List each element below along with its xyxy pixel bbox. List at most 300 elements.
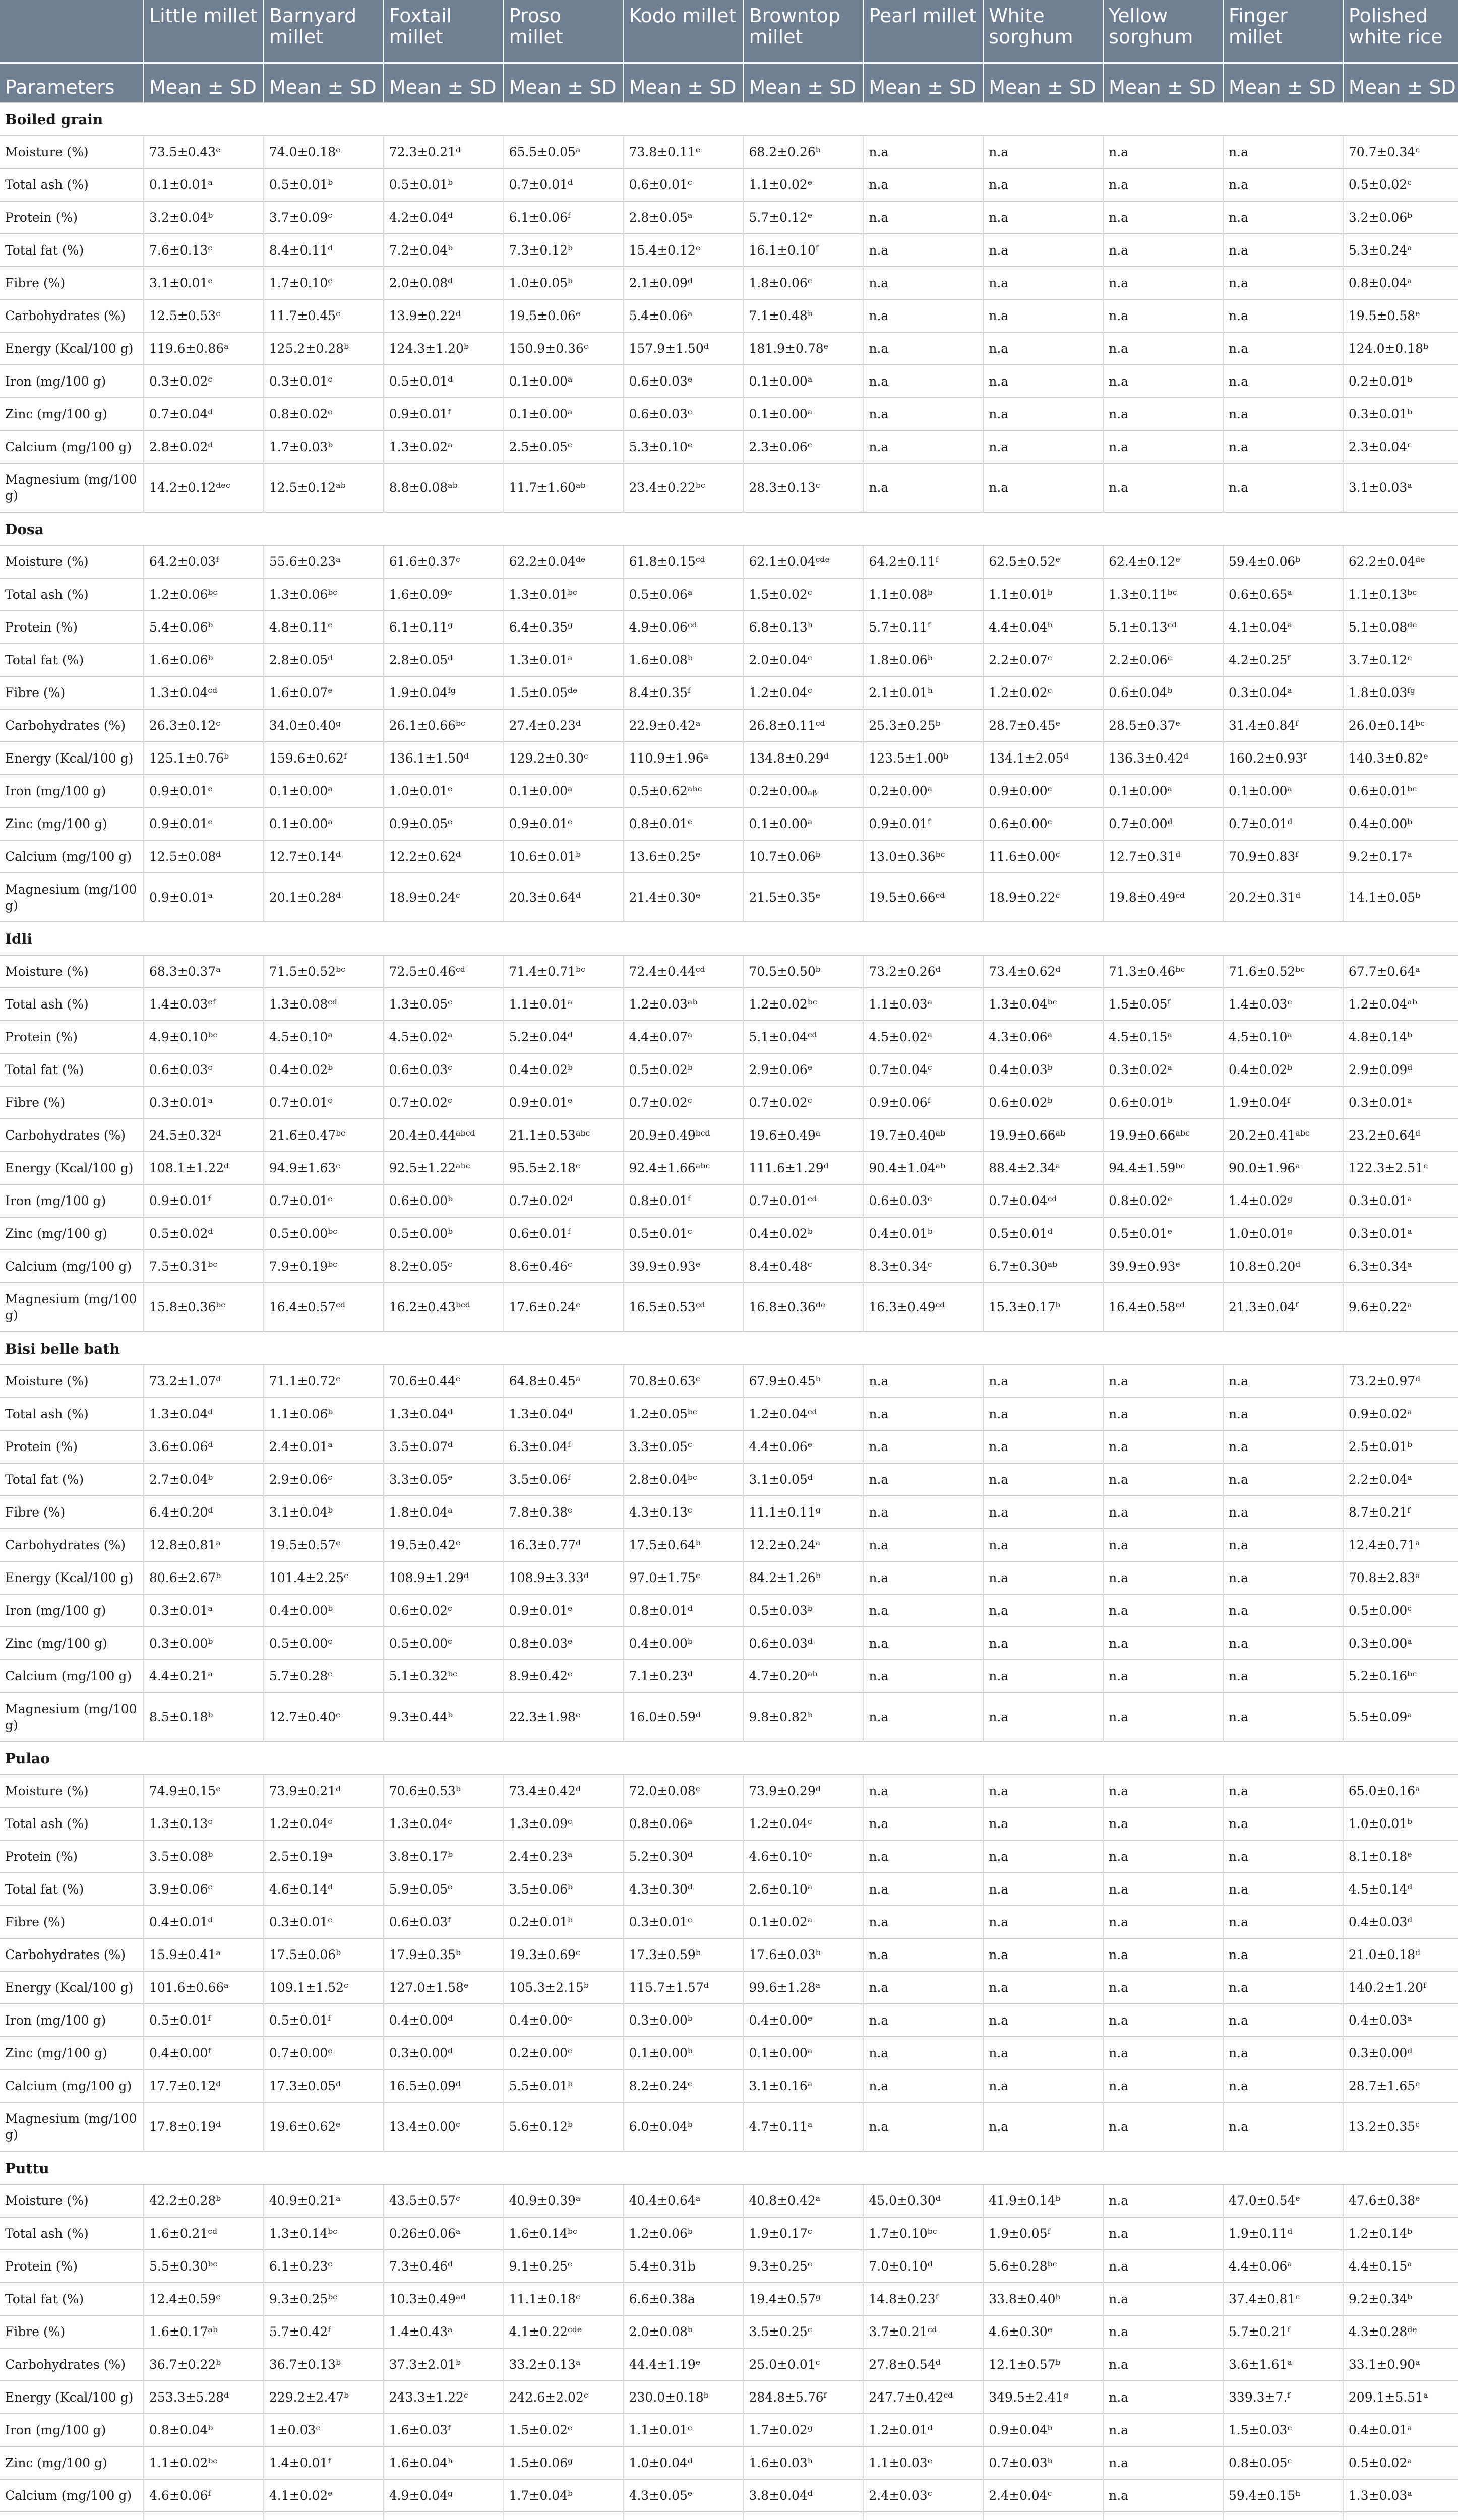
section-header-row — [0, 922, 1458, 955]
value-cell: 0.7±0.01ᵉ — [264, 1184, 384, 1217]
value-cell: 1.1±0.01ᵃ — [504, 988, 624, 1021]
value-cell: 1.7±0.10ᶜ — [264, 267, 384, 299]
mean-sd-header: Mean ± SD — [144, 63, 264, 102]
value-cell: 108.9±3.33ᵈ — [504, 1561, 624, 1594]
value-cell: 2.9±0.06ᶜ — [264, 1463, 384, 1496]
value-cell: 124.3±1.20ᵇ — [384, 332, 504, 365]
value-cell: 109.1±1.52ᶜ — [264, 1971, 384, 2004]
table-row — [0, 2348, 1458, 2381]
value-cell: 6.4±0.35ᵍ — [504, 611, 624, 644]
value-cell: 5.5±0.09ᵃ — [1343, 1692, 1458, 1741]
value-cell: 0.5±0.02ᶜ — [1343, 168, 1458, 201]
value-cell: 0.6±0.03ᶠ — [384, 1906, 504, 1938]
value-cell: 26.0±0.14ᵇᶜ — [1343, 709, 1458, 742]
value-cell: 0.5±0.01ᵇ — [384, 168, 504, 201]
value-cell: 4.1±0.02ᵉ — [264, 2479, 384, 2512]
value-cell: n.a — [1223, 234, 1343, 267]
section-title: Idli — [0, 922, 1458, 955]
parameter-cell: Moisture (%) — [0, 136, 144, 168]
parameter-cell: Carbohydrates (%) — [0, 709, 144, 742]
value-cell: 70.8±2.83ᵃ — [1343, 1561, 1458, 1594]
value-cell: 0.9±0.01ᵉ — [144, 775, 264, 807]
value-cell: 1.0±0.01ᵇ — [1343, 1807, 1458, 1840]
value-cell: 94.9±1.63ᶜ — [264, 1152, 384, 1184]
parameters-header: Parameters — [0, 63, 144, 102]
mean-sd-header: Mean ± SD — [743, 63, 863, 102]
value-cell: n.a — [983, 2004, 1103, 2037]
value-cell: n.a — [983, 201, 1103, 234]
value-cell: 72.4±0.44ᶜᵈ — [624, 955, 744, 988]
value-cell: 23.2±0.64ᵈ — [1343, 1119, 1458, 1152]
value-cell: n.a — [1223, 1692, 1343, 1741]
value-cell: 4.8±0.11ᶜ — [264, 611, 384, 644]
table-row — [0, 1184, 1458, 1217]
value-cell: 0.5±0.02ᵇ — [624, 1053, 744, 1086]
parameter-cell: Total fat (%) — [0, 2283, 144, 2315]
value-cell: 2.4±0.04ᶜ — [983, 2479, 1103, 2512]
table-row — [0, 2069, 1458, 2102]
value-cell: 25.0±0.01ᶜ — [743, 2348, 863, 2381]
value-cell: n.a — [1103, 2184, 1223, 2217]
value-cell: 7.3±0.12ᵇ — [504, 234, 624, 267]
value-cell: 0.5±0.00ᶜ — [264, 1627, 384, 1660]
value-cell: 2.3±0.06ᶜ — [743, 430, 863, 463]
value-cell: n.a — [1223, 1430, 1343, 1463]
value-cell: 4.3±0.06ᵃ — [983, 1021, 1103, 1053]
section-header-row — [0, 1332, 1458, 1365]
parameter-cell: Moisture (%) — [0, 1365, 144, 1398]
value-cell: 19.5±0.06ᵉ — [504, 299, 624, 332]
parameter-cell — [0, 2512, 144, 2520]
value-cell: n.a — [1103, 1906, 1223, 1938]
value-cell: n.a — [863, 1660, 983, 1692]
table-body — [0, 102, 1458, 2520]
value-cell: 12.5±0.53ᶜ — [144, 299, 264, 332]
value-cell: 0.9±0.01ᶠ — [384, 398, 504, 430]
value-cell: 242.6±2.02ᶜ — [504, 2381, 624, 2414]
value-cell: 3.2±0.06ᵇ — [1343, 201, 1458, 234]
value-cell: 1.1±0.08ᵇ — [863, 578, 983, 611]
value-cell: n.a — [983, 2037, 1103, 2069]
value-cell: 0.9±0.01ᵉ — [144, 807, 264, 840]
section-title: Dosa — [0, 512, 1458, 545]
value-cell: n.a — [1103, 299, 1223, 332]
table-row — [0, 807, 1458, 840]
parameter-cell: Magnesium (mg/100 g) — [0, 2102, 144, 2151]
value-cell: 40.8±0.42ᵃ — [743, 2184, 863, 2217]
value-cell: 339.3±7.ᶠ — [1223, 2381, 1343, 2414]
value-cell: n.a — [983, 1807, 1103, 1840]
column-header: Proso millet — [504, 0, 624, 63]
value-cell: 1.1±0.01ᶜ — [624, 2414, 744, 2446]
value-cell: 0.6±0.65ᵃ — [1223, 578, 1343, 611]
value-cell: 122.3±2.51ᵉ — [1343, 1152, 1458, 1184]
value-cell: 0.4±0.02ᵇ — [743, 1217, 863, 1250]
section-header-row — [0, 512, 1458, 545]
column-header: Kodo millet — [624, 0, 744, 63]
column-names-row — [0, 0, 1458, 63]
value-cell: 5.5±0.01ᵇ — [504, 2069, 624, 2102]
value-cell: 4.9±0.04ᵍ — [384, 2479, 504, 2512]
value-cell: 70.6±0.53ᵇ — [384, 1775, 504, 1807]
value-cell: 73.4±0.62ᵈ — [983, 955, 1103, 988]
value-cell: n.a — [863, 2004, 983, 2037]
value-cell: 12.2±0.62ᵈ — [384, 840, 504, 873]
value-cell: n.a — [983, 1938, 1103, 1971]
value-cell: n.a — [1223, 1906, 1343, 1938]
value-cell: 9.2±0.34ᵇ — [1343, 2283, 1458, 2315]
value-cell: n.a — [1103, 2479, 1223, 2512]
value-cell: n.a — [1223, 2102, 1343, 2151]
value-cell: 7.2±0.04ᵇ — [384, 234, 504, 267]
value-cell: 8.5±0.18ᵇ — [144, 1692, 264, 1741]
value-cell: n.a — [863, 1529, 983, 1561]
value-cell: 21.0±0.18ᵈ — [1343, 1938, 1458, 1971]
value-cell: 97.0±1.75ᶜ — [624, 1561, 744, 1594]
section-title: Puttu — [0, 2151, 1458, 2184]
mean-sd-header: Mean ± SD — [983, 63, 1103, 102]
value-cell: 0.3±0.01ᵃ — [1343, 1217, 1458, 1250]
value-cell: 19.5±0.57ᵉ — [264, 1529, 384, 1561]
value-cell: 0.2±0.00ₐᵦ — [743, 775, 863, 807]
value-cell: 17.3±0.05ᵈ — [264, 2069, 384, 2102]
value-cell: 0.3±0.04ᵃ — [1223, 676, 1343, 709]
value-cell: 1.1±0.01ᵇ — [983, 578, 1103, 611]
value-cell: 1.9±0.05ᶠ — [983, 2217, 1103, 2250]
value-cell: n.a — [1103, 2069, 1223, 2102]
value-cell: n.a — [1223, 1398, 1343, 1430]
value-cell: 73.2±0.97ᵈ — [1343, 1365, 1458, 1398]
value-cell: 20.2±0.41ᵃᵇᶜ — [1223, 1119, 1343, 1152]
value-cell: 0.6±0.03ᵉ — [624, 365, 744, 398]
value-cell: 73.2±0.26ᵈ — [863, 955, 983, 988]
value-cell: 61.6±0.37ᶜ — [384, 545, 504, 578]
value-cell: 21.1±0.53ᵃᵇᶜ — [504, 1119, 624, 1152]
value-cell: 0.1±0.00ᵃ — [504, 775, 624, 807]
value-cell: 14.2±0.12ᵈᵉᶜ — [144, 463, 264, 512]
value-cell: 8.8±0.08ᵃᵇ — [384, 463, 504, 512]
parameter-cell: Carbohydrates (%) — [0, 2348, 144, 2381]
value-cell: n.a — [863, 1627, 983, 1660]
value-cell: 4.3±0.05ᵉ — [624, 2479, 744, 2512]
value-cell: 18.9±0.22ᶜ — [983, 873, 1103, 922]
value-cell: 0.3±0.00ᵇ — [624, 2004, 744, 2037]
value-cell: 4.9±0.06ᶜᵈ — [624, 611, 744, 644]
value-cell: n.a — [983, 1775, 1103, 1807]
value-cell: 108.1±1.22ᵈ — [144, 1152, 264, 1184]
value-cell: 0.7±0.00ᵉ — [264, 2037, 384, 2069]
value-cell: n.a — [1103, 234, 1223, 267]
value-cell: 1.3±0.01ᵇᶜ — [504, 578, 624, 611]
value-cell: 108.9±1.29ᵈ — [384, 1561, 504, 1594]
value-cell: 0.4±0.00ᵈ — [384, 2004, 504, 2037]
value-cell: 9.8±0.82ᵇ — [743, 1692, 863, 1741]
value-cell: 10.7±0.06ᵇ — [743, 840, 863, 873]
value-cell: 5.7±0.12ᵉ — [743, 201, 863, 234]
value-cell: n.a — [1103, 201, 1223, 234]
value-cell: 5.1±0.04ᶜᵈ — [743, 1021, 863, 1053]
value-cell: n.a — [863, 234, 983, 267]
value-cell: n.a — [863, 2037, 983, 2069]
value-cell: 0.4±0.01ᵈ — [144, 1906, 264, 1938]
section-title: Bisi belle bath — [0, 1332, 1458, 1365]
table-row — [0, 1938, 1458, 1971]
value-cell: 12.5±0.12ᵃᵇ — [264, 463, 384, 512]
parameter-cell: Iron (mg/100 g) — [0, 1184, 144, 1217]
parameter-cell: Calcium (mg/100 g) — [0, 840, 144, 873]
value-cell: 40.9±0.21ᵃ — [264, 2184, 384, 2217]
value-cell: 10.6±0.01ᵇ — [504, 840, 624, 873]
value-cell: 0.6±0.00ᵇ — [384, 1184, 504, 1217]
value-cell: 1.5±0.03ᵉ — [1223, 2414, 1343, 2446]
value-cell: 8.6±0.46ᶜ — [504, 1250, 624, 1283]
value-cell: n.a — [1103, 398, 1223, 430]
value-cell: 1.2±0.04ᶜᵈ — [743, 1398, 863, 1430]
column-header: Little millet — [144, 0, 264, 63]
value-cell: 0.6±0.02ᵇ — [983, 1086, 1103, 1119]
value-cell: 1.0±0.04ᵈ — [624, 2446, 744, 2479]
value-cell: 0.7±0.00ᵈ — [1103, 807, 1223, 840]
value-cell: 284.8±5.76ᶠ — [743, 2381, 863, 2414]
value-cell: 90.4±1.04ᵃᵇ — [863, 1152, 983, 1184]
value-cell: n.a — [1103, 2315, 1223, 2348]
table-row — [0, 1873, 1458, 1906]
parameter-cell: Total fat (%) — [0, 1873, 144, 1906]
value-cell: 28.7±0.45ᵉ — [983, 709, 1103, 742]
mean-sd-header: Mean ± SD — [1343, 63, 1458, 102]
parameter-cell: Total ash (%) — [0, 1398, 144, 1430]
value-cell: 0.7±0.04ᶜ — [863, 1053, 983, 1086]
value-cell: n.a — [1103, 1561, 1223, 1594]
value-cell: 10.3±0.49ᵃᵈ — [384, 2283, 504, 2315]
column-header: Barnyard millet — [264, 0, 384, 63]
value-cell: 19.8±0.49ᶜᵈ — [1103, 873, 1223, 922]
value-cell: 16.5±0.09ᵈ — [384, 2069, 504, 2102]
value-cell: 1.6±0.07ᵉ — [264, 676, 384, 709]
value-cell: n.a — [983, 299, 1103, 332]
value-cell: 0.1±0.00ᵃ — [264, 775, 384, 807]
parameter-cell: Fibre (%) — [0, 267, 144, 299]
value-cell: 0.9±0.01ᵉ — [504, 1086, 624, 1119]
value-cell: 136.3±0.42ᵈ — [1103, 742, 1223, 775]
value-cell: n.a — [1223, 1365, 1343, 1398]
value-cell: 59.4±0.15ʰ — [1223, 2479, 1343, 2512]
table-row — [0, 267, 1458, 299]
value-cell: n.a — [863, 136, 983, 168]
value-cell: n.a — [1103, 1775, 1223, 1807]
value-cell: 11.7±1.60ᵃᵇ — [504, 463, 624, 512]
value-cell: 19.6±0.62ᵉ — [264, 2102, 384, 2151]
value-cell: n.a — [983, 1906, 1103, 1938]
parameter-cell: Total ash (%) — [0, 578, 144, 611]
value-cell: 5.7±0.21ᶠ — [1223, 2315, 1343, 2348]
value-cell: 8.4±0.11ᵈ — [264, 234, 384, 267]
value-cell: 1.2±0.14ᵇ — [1343, 2217, 1458, 2250]
value-cell: 1.4±0.01ᶠ — [264, 2446, 384, 2479]
value-cell: 0.1±0.01ᵃ — [144, 168, 264, 201]
value-cell: 62.5±0.52ᵉ — [983, 545, 1103, 578]
value-cell: 7.6±0.13ᶜ — [144, 234, 264, 267]
value-cell: 34.0±0.40ᵍ — [264, 709, 384, 742]
value-cell: 0.6±0.03ᵈ — [743, 1627, 863, 1660]
value-cell: 47.6±0.38ᵉ — [1343, 2184, 1458, 2217]
value-cell: n.a — [1103, 2381, 1223, 2414]
table-row — [0, 2283, 1458, 2315]
value-cell: n.a — [1103, 2004, 1223, 2037]
table-row — [0, 1021, 1458, 1053]
value-cell: 1.4±0.03ᵉᶠ — [144, 988, 264, 1021]
value-cell: n.a — [1103, 1529, 1223, 1561]
value-cell: 3.7±0.21ᶜᵈ — [863, 2315, 983, 2348]
value-cell: 0.1±0.00ᵃ — [743, 807, 863, 840]
value-cell: 4.4±0.04ᵇ — [983, 611, 1103, 644]
value-cell: n.a — [1103, 2446, 1223, 2479]
value-cell: n.a — [1223, 1660, 1343, 1692]
value-cell: 115.7±1.57ᵈ — [624, 1971, 744, 2004]
section-header-row — [0, 2151, 1458, 2184]
value-cell: 71.6±0.52ᵇᶜ — [1223, 955, 1343, 988]
table-row — [0, 168, 1458, 201]
table-row — [0, 1906, 1458, 1938]
value-cell: 4.4±0.21ᵃ — [144, 1660, 264, 1692]
value-cell: 15.3±0.17ᵇ — [983, 1283, 1103, 1332]
value-cell: 0.5±0.01ᵇ — [264, 168, 384, 201]
mean-sd-header: Mean ± SD — [384, 63, 504, 102]
value-cell: n.a — [1103, 2348, 1223, 2381]
value-cell: n.a — [1103, 365, 1223, 398]
value-cell: 134.8±0.29ᵈ — [743, 742, 863, 775]
table-row — [0, 299, 1458, 332]
value-cell: n.a — [983, 1873, 1103, 1906]
value-cell: 1.2±0.02ᵇᶜ — [743, 988, 863, 1021]
value-cell: 4.8±0.14ᵇ — [1343, 1021, 1458, 1053]
value-cell: 12.4±0.59ᶜ — [144, 2283, 264, 2315]
value-cell: 15.9±0.41ᵃ — [144, 1938, 264, 1971]
value-cell: 18.9±0.24ᶜ — [384, 873, 504, 922]
value-cell: 2.4±0.03ᶜ — [863, 2479, 983, 2512]
value-cell: 8.2±0.24ᶜ — [624, 2069, 744, 2102]
value-cell: 70.5±0.50ᵇ — [743, 955, 863, 988]
value-cell: n.a — [1223, 398, 1343, 430]
value-cell: 1.7±0.03ᵇ — [264, 430, 384, 463]
value-cell: 1.6±0.06ᵇ — [144, 644, 264, 676]
value-cell: 0.5±0.01ᶜ — [624, 1217, 744, 1250]
value-cell: 2.9±0.06ᵉ — [743, 1053, 863, 1086]
value-cell: 9.3±0.44ᵇ — [384, 1692, 504, 1741]
parameter-cell: Total ash (%) — [0, 168, 144, 201]
value-cell: 2.8±0.05ᵈ — [264, 644, 384, 676]
value-cell: 0.5±0.62ᵃᵇᶜ — [624, 775, 744, 807]
value-cell: n.a — [1223, 2004, 1343, 2037]
value-cell: 0.1±0.00ᵃ — [743, 398, 863, 430]
value-cell: 3.1±0.05ᵈ — [743, 1463, 863, 1496]
table-row — [0, 2102, 1458, 2151]
value-cell: 64.2±0.03ᶠ — [144, 545, 264, 578]
value-cell: 0.2±0.00ᵃ — [863, 775, 983, 807]
value-cell: n.a — [1103, 1430, 1223, 1463]
value-cell: 1.3±0.14ᵇᶜ — [264, 2217, 384, 2250]
value-cell: 12.7±0.40ᶜ — [264, 1692, 384, 1741]
value-cell: 5.6±0.28ᵇᶜ — [983, 2250, 1103, 2283]
value-cell: 0.3±0.01ᶜ — [264, 365, 384, 398]
value-cell: 0.8±0.04ᵃ — [1343, 267, 1458, 299]
value-cell: 129.2±0.30ᶜ — [504, 742, 624, 775]
value-cell: n.a — [863, 1430, 983, 1463]
value-cell: 24.5±0.32ᵈ — [144, 1119, 264, 1152]
value-cell: 110.9±1.96ᵃ — [624, 742, 744, 775]
value-cell: n.a — [863, 299, 983, 332]
value-cell: n.a — [1223, 1496, 1343, 1529]
value-cell: 70.6±0.44ᶜ — [384, 1365, 504, 1398]
value-cell: 31.4±0.84ᶠ — [1223, 709, 1343, 742]
value-cell: 1.2±0.04ᶜ — [743, 1807, 863, 1840]
value-cell: 84.2±1.26ᵇ — [743, 1561, 863, 1594]
value-cell: 3.5±0.07ᵈ — [384, 1430, 504, 1463]
parameter-cell: Zinc (mg/100 g) — [0, 2037, 144, 2069]
value-cell: n.a — [983, 1496, 1103, 1529]
value-cell: 2.5±0.19ᵃ — [264, 1840, 384, 1873]
value-cell: 1.2±0.06ᵇ — [624, 2217, 744, 2250]
value-cell: 16.1±0.10ᶠ — [743, 234, 863, 267]
value-cell: 19.5±0.42ᵉ — [384, 1529, 504, 1561]
value-cell: 2.8±0.02ᵈ — [144, 430, 264, 463]
value-cell: 15.4±0.12ᵉ — [624, 234, 744, 267]
value-cell: 1.5±0.05ᵈᵉ — [504, 676, 624, 709]
value-cell: 0.3±0.00ᵈ — [384, 2037, 504, 2069]
value-cell: n.a — [863, 463, 983, 512]
value-cell: 62.2±0.04ᵈᵉ — [504, 545, 624, 578]
value-cell: 4.2±0.04ᵈ — [384, 201, 504, 234]
value-cell: 16.5±0.53ᶜᵈ — [624, 1283, 744, 1332]
value-cell: 28.3±0.13ᶜ — [743, 463, 863, 512]
value-cell: 28.5±0.37ᵉ — [1103, 709, 1223, 742]
value-cell: 16.3±0.49ᶜᵈ — [863, 1283, 983, 1332]
value-cell: 13.2±0.35ᶜ — [1343, 2102, 1458, 2151]
parameter-cell: Iron (mg/100 g) — [0, 365, 144, 398]
value-cell: n.a — [983, 1971, 1103, 2004]
value-cell: n.a — [1103, 168, 1223, 201]
value-cell: 13.4±0.00ᶜ — [384, 2102, 504, 2151]
value-cell: 12.7±0.31ᵈ — [1103, 840, 1223, 873]
value-cell: n.a — [863, 1938, 983, 1971]
value-cell: n.a — [863, 168, 983, 201]
value-cell: 0.7±0.02ᵈ — [504, 1184, 624, 1217]
value-cell: 3.8±0.04ᵈ — [743, 2479, 863, 2512]
value-cell: 62.4±0.12ᵉ — [1103, 545, 1223, 578]
value-cell: 12.5±0.08ᵈ — [144, 840, 264, 873]
table-row — [0, 955, 1458, 988]
parameter-cell: Magnesium (mg/100 g) — [0, 1283, 144, 1332]
value-cell: 1.4±0.02ᵍ — [1223, 1184, 1343, 1217]
value-cell: 1±0.03ᶜ — [264, 2414, 384, 2446]
value-cell: 2.8±0.05ᵃ — [624, 201, 744, 234]
value-cell: 37.3±2.01ᵇ — [384, 2348, 504, 2381]
parameter-cell: Total ash (%) — [0, 2217, 144, 2250]
value-cell: 17.9±0.35ᵇ — [384, 1938, 504, 1971]
value-cell: 1.5±0.05ᶠ — [1103, 988, 1223, 1021]
value-cell: 0.7±0.03ᵇ — [983, 2446, 1103, 2479]
value-cell: 1.3±0.11ᵇᶜ — [1103, 578, 1223, 611]
value-cell: 7.1±0.48ᵇ — [743, 299, 863, 332]
value-cell: 3.1±0.16ᵃ — [743, 2069, 863, 2102]
value-cell: 71.4±0.71ᵇᶜ — [504, 955, 624, 988]
value-cell: 14.8±0.23ᶠ — [863, 2283, 983, 2315]
value-cell: 0.1±0.00ᵃ — [264, 807, 384, 840]
value-cell: n.a — [1103, 2102, 1223, 2151]
value-cell: 0.7±0.01ᶜᵈ — [743, 1184, 863, 1217]
value-cell: 349.5±2.41ᵍ — [983, 2381, 1103, 2414]
value-cell: n.a — [863, 2102, 983, 2151]
